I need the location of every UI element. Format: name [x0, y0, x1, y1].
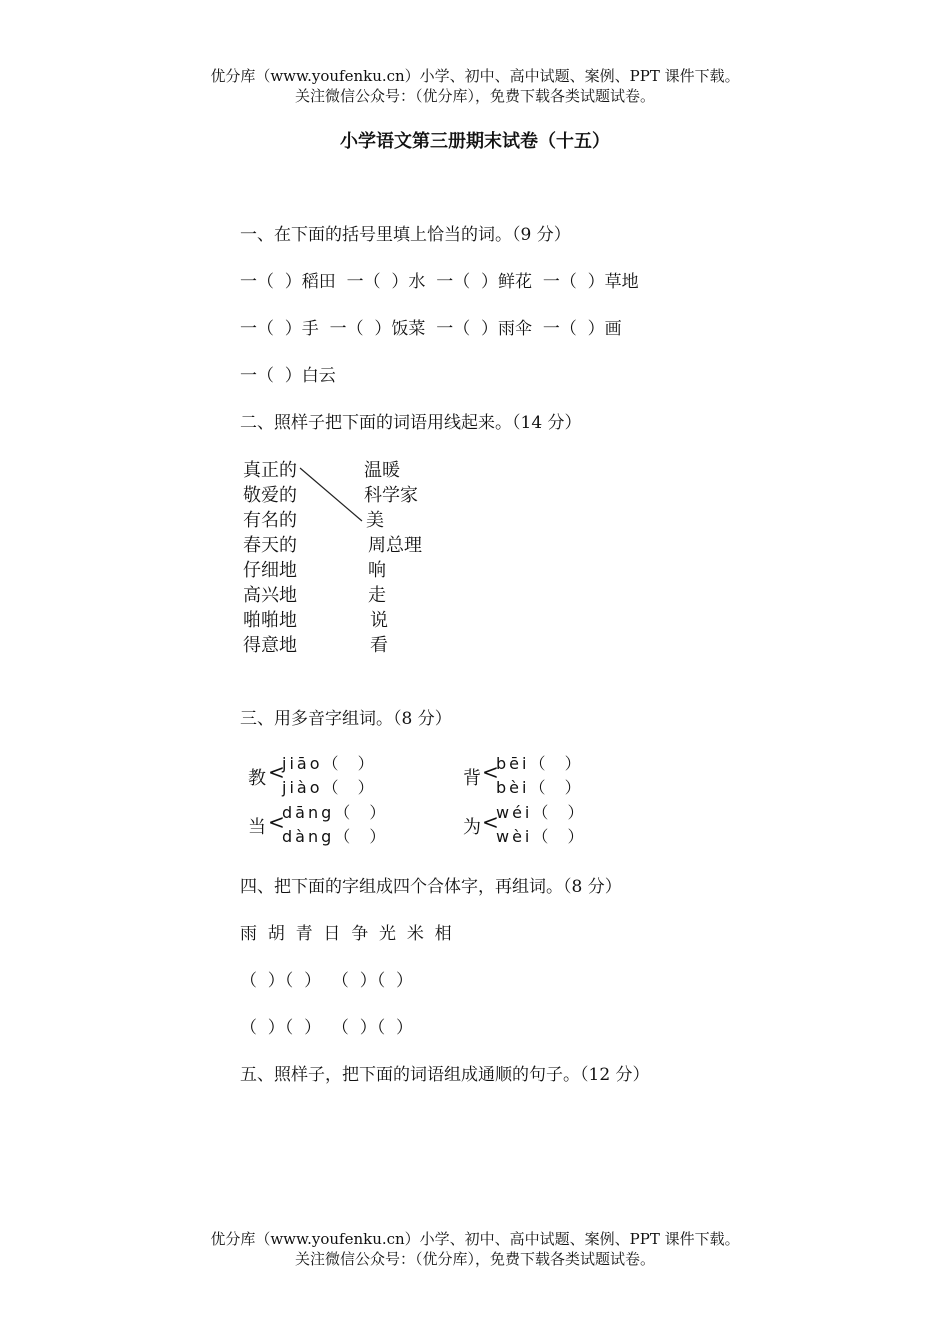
q1-heading: 一、在下面的括号里填上恰当的词。（9 分）	[240, 225, 571, 245]
q3-pinyin: jiào（ ）	[282, 778, 377, 797]
q2-right-word: 响	[368, 560, 386, 581]
footer-line-2: 关注微信公众号：（优分库），免费下载各类试题试卷。	[294, 1250, 655, 1268]
q3-pinyin: dàng（ ）	[282, 827, 389, 846]
q4-row-2: （ ）（ ） （ ）（ ）	[240, 1018, 414, 1038]
q2-left-word: 有名的	[243, 510, 297, 531]
q2-right-word: 温暖	[364, 460, 400, 481]
q1-row-3: 一（ ）白云	[240, 366, 336, 386]
q3-char: 为	[463, 817, 481, 838]
q2-right-word: 美	[366, 510, 384, 531]
brace-icon: <	[268, 760, 285, 784]
q2-heading: 二、照样子把下面的词语用线起来。（14 分）	[240, 413, 582, 433]
q3-pinyin: bēi（ ）	[496, 754, 584, 773]
q2-right-word: 周总理	[368, 535, 422, 556]
header-line-1: 优分库（www.youfenku.cn）小学、初中、高中试题、案例、PPT 课件下载。	[210, 67, 740, 85]
q3-pinyin: wèi（ ）	[496, 827, 587, 846]
q2-left-word: 啪啪地	[243, 610, 297, 631]
q2-left-word: 真正的	[243, 460, 297, 481]
q1-row-2: 一（ ）手 一（ ）饭菜 一（ ）雨伞 一（ ）画	[240, 319, 622, 339]
q2-left-word: 得意地	[243, 635, 297, 656]
q2-right-word: 科学家	[364, 485, 418, 506]
q3-char: 教	[248, 768, 266, 789]
q3-pinyin: wéi（ ）	[496, 803, 587, 822]
q2-right-word: 说	[370, 610, 388, 631]
q3-pinyin: jiāo（ ）	[282, 754, 377, 773]
brace-icon: <	[482, 810, 499, 834]
q4-heading: 四、把下面的字组成四个合体字，再组词。（8 分）	[240, 877, 622, 897]
q4-row-1: （ ）（ ） （ ）（ ）	[240, 971, 414, 991]
q2-left-word: 高兴地	[243, 585, 297, 606]
q2-left-word: 敬爱的	[243, 485, 297, 506]
brace-icon: <	[268, 810, 285, 834]
q3-char: 当	[248, 817, 266, 838]
header-line-2: 关注微信公众号：（优分库），免费下载各类试题试卷。	[294, 87, 655, 105]
q2-right-word: 看	[370, 635, 388, 656]
footer-line-1: 优分库（www.youfenku.cn）小学、初中、高中试题、案例、PPT 课件下载。	[210, 1230, 740, 1248]
q1-row-1: 一（ ）稻田 一（ ）水 一（ ）鲜花 一（ ）草地	[240, 272, 639, 292]
q3-char: 背	[463, 768, 481, 789]
page-title: 小学语文第三册期末试卷（十五）	[340, 131, 610, 152]
q4-chars: 雨 胡 青 日 争 光 米 相	[240, 924, 452, 944]
q3-pinyin: bèi（ ）	[496, 778, 584, 797]
q3-pinyin: dāng（ ）	[282, 803, 389, 822]
q2-left-word: 春天的	[243, 535, 297, 556]
q3-heading: 三、用多音字组词。（8 分）	[240, 709, 452, 729]
q2-left-word: 仔细地	[243, 560, 297, 581]
q5-heading: 五、照样子，把下面的词语组成通顺的句子。（12 分）	[240, 1065, 650, 1085]
brace-icon: <	[482, 760, 499, 784]
q2-right-word: 走	[368, 585, 386, 606]
